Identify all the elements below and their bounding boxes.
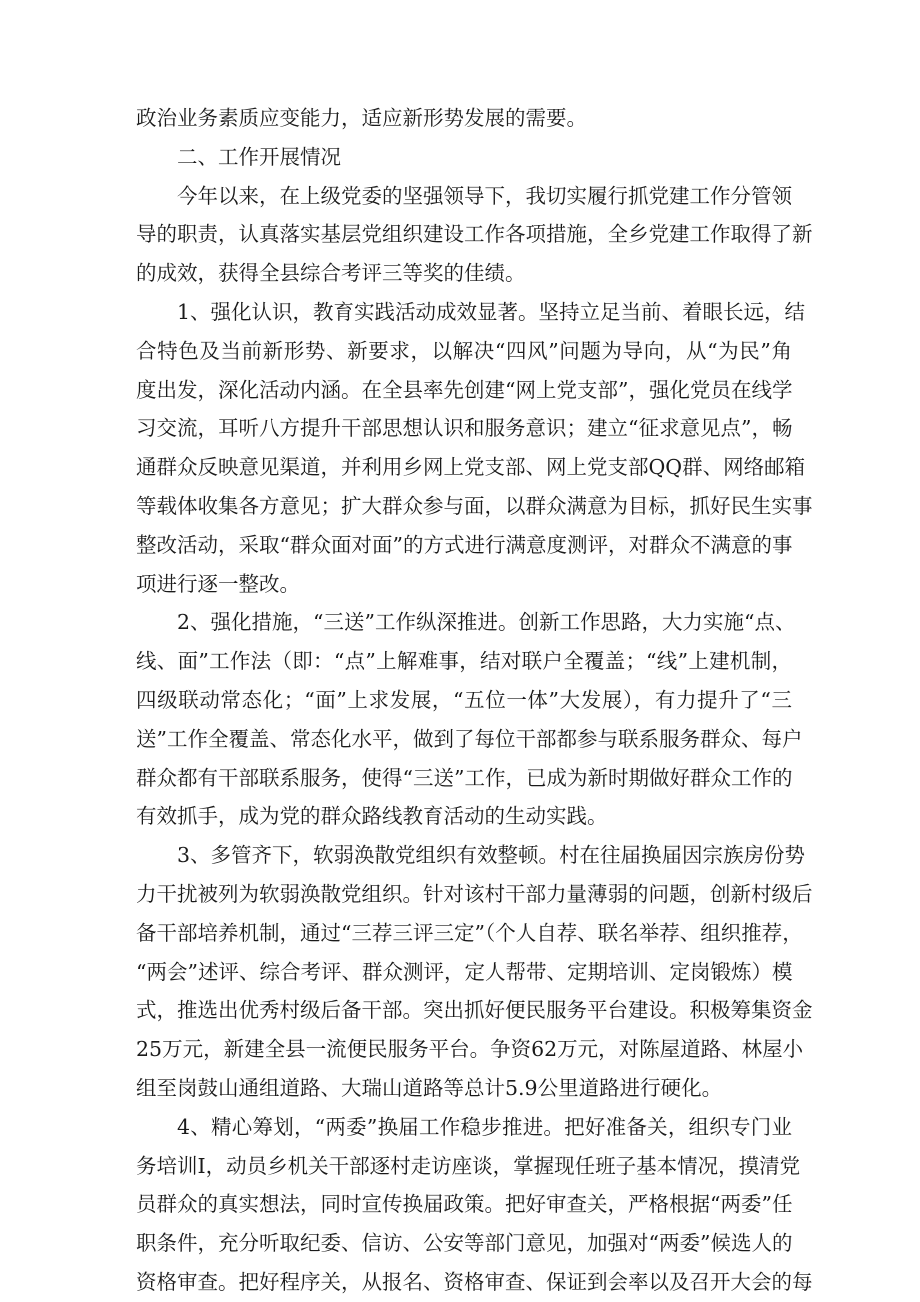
text-line: 项进行逐一整改。 (136, 571, 300, 596)
text-line: 3、多管齐下，软弱涣散党组织有效整顿。村在往届换届因宗族房份势 (177, 843, 806, 868)
text-line: “两会”述评、综合考评、群众测评，定人帮带、定期培训、定岗锻炼）模 (136, 959, 793, 984)
text-line: 今年以来，在上级党委的坚强领导下，我切实履行抓党建工作分管领 (177, 183, 792, 208)
document-body (136, 99, 813, 1302)
text-line: 送”工作全覆盖、常态化水平，做到了每位干部都参与联系服务群众、每户 (136, 726, 803, 751)
text-line: 式，推选出优秀村级后备干部。突出抓好便民服务平台建设。积极筹集资金 (136, 998, 813, 1023)
text-line: 等载体收集各方意见；扩大群众参与面，以群众满意为目标，抓好民生实事 (136, 493, 813, 518)
text-line: 四级联动常态化；“面”上求发展，“五位一体”大发展），有力提升了“三 (136, 687, 792, 712)
text-line: 合特色及当前新形势、新要求，以解决“四风”问题为导向，从“为民”角 (136, 338, 792, 363)
text-line: 资格审查。把好程序关，从报名、资格审查、保证到会率以及召开大会的每 (136, 1269, 813, 1294)
section-heading: 二、工作开展情况 (177, 144, 341, 169)
text-line: 2、强化措施，“三送”工作纵深推进。创新工作思路，大力实施“点、 (177, 610, 796, 635)
text-line: 力干扰被列为软弱涣散党组织。针对该村干部力量薄弱的问题，创新村级后 (136, 881, 813, 906)
text-line: 务培训I，动员乡机关干部逐村走访座谈，掌握现任班子基本情况，摸清党 (136, 1153, 801, 1178)
text-line: 的成效，获得全县综合考评三等奖的佳绩。 (136, 261, 526, 286)
text-line: 有效抓手，成为党的群众路线教育活动的生动实践。 (136, 804, 608, 829)
text-line: 1、强化认识，教育实践活动成效显著。坚持立足当前、着眼长远，结 (177, 299, 806, 324)
text-line: 导的职责，认真落实基层党组织建设工作各项措施，全乡党建工作取得了新 (136, 222, 813, 247)
text-line: 通群众反映意见渠道，并利用乡网上党支部、网上党支部QQ群、网络邮箱 (136, 455, 806, 480)
text-line: 员群众的真实想法，同时宣传换届政策。把好审查关，严格根据“两委”任 (136, 1192, 793, 1217)
text-line: 4、精心筹划，“两委”换届工作稳步推进。把好准备关，组织专门业 (177, 1114, 792, 1139)
text-line: 政治业务素质应变能力，适应新形势发展的需要。 (136, 106, 587, 130)
text-line: 线、面”工作法（即：“点”上解难事，结对联户全覆盖；“线”上建机制， (136, 649, 792, 674)
text-line: 整改活动，采取“群众面对面”的方式进行满意度测评，对群众不满意的事 (136, 532, 793, 557)
text-line: 习交流，耳听八方提升干部思想认识和服务意识；建立“征求意见点”，畅 (136, 416, 793, 441)
text-line: 组至岗鼓山通组道路、大瑞山道路等总计5.9公里道路进行硬化。 (136, 1075, 723, 1100)
text-line: 25万元，新建全县一流便民服务平台。争资62万元，对陈屋道路、林屋小 (136, 1037, 804, 1062)
text-line: 度出发，深化活动内涵。在全县率先创建“网上党支部”，强化党员在线学 (136, 377, 793, 402)
text-line: 群众都有干部联系服务，使得“三送”工作，已成为新时期做好群众工作的 (136, 765, 793, 790)
text-line: 备干部培养机制，通过“三荐三评三定”（个人自荐、联名举荐、组织推荐， (136, 920, 803, 945)
text-line: 职条件，充分听取纪委、信访、公安等部门意见，加强对“两委”候选人的 (136, 1231, 793, 1256)
